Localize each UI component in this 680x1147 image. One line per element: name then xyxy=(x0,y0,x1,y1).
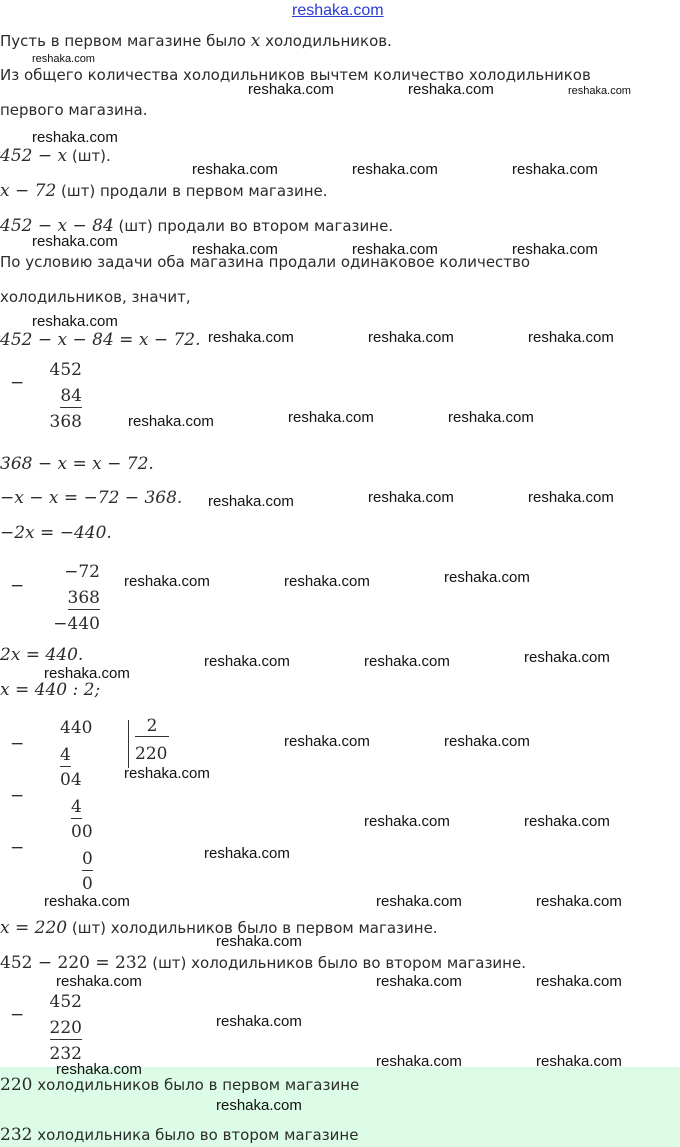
watermark: reshaka.com xyxy=(376,1053,462,1070)
div-step-2: 4 xyxy=(71,797,82,817)
equation-1: 452 − x − 84 = x − 72. xyxy=(0,330,201,350)
watermark: reshaka.com xyxy=(524,649,610,666)
watermark: reshaka.com xyxy=(528,489,614,506)
watermark: reshaka.com xyxy=(444,733,530,750)
watermark: reshaka.com xyxy=(204,653,290,670)
watermark: reshaka.com xyxy=(536,893,622,910)
equation-2: 368 − x = x − 72. xyxy=(0,454,154,474)
sub3-column xyxy=(48,989,82,1067)
sub1-sign: − xyxy=(10,373,25,393)
sub2-result: −440 xyxy=(53,614,100,634)
sub3-sign: − xyxy=(10,1005,25,1025)
answer-block xyxy=(0,1067,680,1147)
expr-line-5: x − 72 (шт) продали в первом магазине. xyxy=(0,181,328,201)
sub2-sign: − xyxy=(10,576,25,596)
result-line-2: 452 − 220 = 232 (шт) холодильников было во втором магазине. xyxy=(0,953,526,973)
watermark: reshaka.com xyxy=(368,329,454,346)
watermark: reshaka.com xyxy=(32,129,118,146)
watermark: reshaka.com xyxy=(192,241,278,258)
div-remainder-3: 0 xyxy=(82,874,93,894)
watermark: reshaka.com xyxy=(248,81,334,98)
watermark: reshaka.com xyxy=(364,813,450,830)
watermark: reshaka.com xyxy=(32,53,95,65)
watermark: reshaka.com xyxy=(124,765,210,782)
watermark: reshaka.com xyxy=(528,329,614,346)
equation-3: −x − x = −72 − 368. xyxy=(0,488,183,508)
watermark: reshaka.com xyxy=(56,1061,142,1078)
sub1-column xyxy=(48,357,82,435)
site-link[interactable]: reshaka.com xyxy=(292,2,384,19)
watermark: reshaka.com xyxy=(376,973,462,990)
div-divisor: 2 xyxy=(135,716,169,737)
watermark: reshaka.com xyxy=(44,893,130,910)
sub3-b: 220 xyxy=(49,1018,82,1038)
div-sign-3: − xyxy=(10,838,25,858)
watermark: reshaka.com xyxy=(216,1097,302,1114)
watermark: reshaka.com xyxy=(408,81,494,98)
text-line-8: холодильников, значит, xyxy=(0,288,191,306)
equation-6: x = 440 : 2; xyxy=(0,680,101,700)
expr-line-6: 452 − x − 84 (шт) продали во втором магазине. xyxy=(0,216,394,236)
watermark: reshaka.com xyxy=(284,573,370,590)
div-step-3: 0 xyxy=(82,849,93,869)
watermark: reshaka.com xyxy=(448,409,534,426)
answer-line-1: 220 холодильников было в первом магазине xyxy=(0,1075,360,1095)
watermark: reshaka.com xyxy=(512,241,598,258)
watermark: reshaka.com xyxy=(208,329,294,346)
div-quotient: 220 xyxy=(135,744,168,764)
watermark: reshaka.com xyxy=(288,409,374,426)
div-dividend: 440 xyxy=(60,718,93,738)
sub2-column xyxy=(48,559,100,637)
watermark: reshaka.com xyxy=(352,161,438,178)
watermark: reshaka.com xyxy=(512,161,598,178)
text-line-7: По условию задачи оба магазина продали одинаковое количество xyxy=(0,253,531,271)
watermark: reshaka.com xyxy=(536,973,622,990)
watermark: reshaka.com xyxy=(352,241,438,258)
result-line-1: x = 220 (шт) холодильников было в первом магазине. xyxy=(0,918,438,938)
watermark: reshaka.com xyxy=(216,1013,302,1030)
text-line-1: Пусть в первом магазине было x холодильников. xyxy=(0,31,392,51)
watermark: reshaka.com xyxy=(364,653,450,670)
watermark: reshaka.com xyxy=(128,413,214,430)
watermark: reshaka.com xyxy=(32,233,118,250)
watermark: reshaka.com xyxy=(124,573,210,590)
watermark: reshaka.com xyxy=(376,893,462,910)
watermark: reshaka.com xyxy=(208,493,294,510)
sub3-result: 232 xyxy=(49,1044,82,1064)
sub1-result: 368 xyxy=(49,412,82,432)
expr-line-4: 452 − x (шт). xyxy=(0,146,111,166)
watermark: reshaka.com xyxy=(568,85,631,97)
equation-5: 2x = 440. xyxy=(0,645,84,665)
sub1-b: 84 xyxy=(60,386,82,406)
watermark: reshaka.com xyxy=(44,665,130,682)
sub2-b: 368 xyxy=(67,588,100,608)
watermark: reshaka.com xyxy=(216,933,302,950)
text-line-3: первого магазина. xyxy=(0,101,148,119)
div-remainder-2: 00 xyxy=(71,822,93,842)
sub2-a: −72 xyxy=(64,562,100,582)
div-bracket xyxy=(128,720,129,768)
sub1-a: 452 xyxy=(49,360,82,380)
watermark: reshaka.com xyxy=(284,733,370,750)
watermark: reshaka.com xyxy=(444,569,530,586)
watermark: reshaka.com xyxy=(56,973,142,990)
watermark: reshaka.com xyxy=(536,1053,622,1070)
watermark: reshaka.com xyxy=(32,313,118,330)
watermark: reshaka.com xyxy=(192,161,278,178)
watermark: reshaka.com xyxy=(524,813,610,830)
div-sign-1: − xyxy=(10,734,25,754)
answer-line-2: 232 холодильника было во втором магазине xyxy=(0,1125,359,1145)
watermark: reshaka.com xyxy=(368,489,454,506)
div-sign-2: − xyxy=(10,786,25,806)
div-remainder-1: 04 xyxy=(60,770,82,790)
watermark: reshaka.com xyxy=(204,845,290,862)
sub3-a: 452 xyxy=(49,992,82,1012)
text-line-2: Из общего количества холодильников вычтем количество холодильников xyxy=(0,66,591,84)
div-step-1: 4 xyxy=(60,745,71,765)
equation-4: −2x = −440. xyxy=(0,523,112,543)
